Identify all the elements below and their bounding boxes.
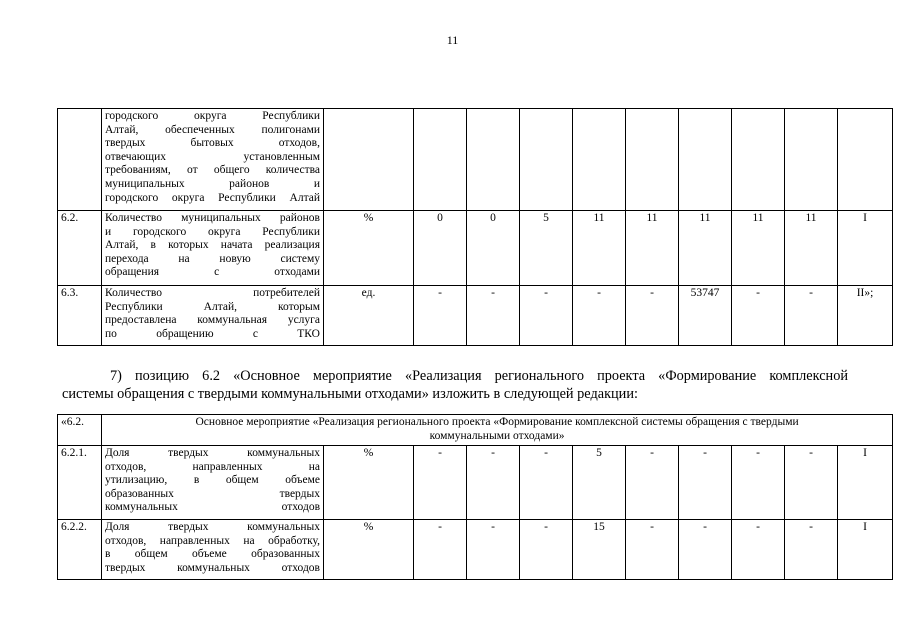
table-row <box>58 211 893 286</box>
amendment-paragraph <box>62 367 848 403</box>
row-unit: % <box>324 446 414 520</box>
row-number: 6.2. <box>58 211 102 286</box>
value-cell <box>838 109 893 211</box>
value-cell: 11 <box>573 211 626 286</box>
row-number <box>58 109 102 211</box>
row-description: Доля твердых коммунальных отходов, направленных на утилизацию, в общем объеме образованных твердых коммунальных отходов <box>102 446 324 520</box>
value-cell <box>520 109 573 211</box>
value-cell <box>626 109 679 211</box>
value-cell: I <box>838 520 893 580</box>
value-cell: 0 <box>467 211 520 286</box>
value-cell: - <box>626 286 679 346</box>
value-cell: 5 <box>520 211 573 286</box>
section-title: Основное мероприятие «Реализация регионального проекта «Формирование комплексной системы обращения с твердыми коммунальными отходами» <box>102 415 893 446</box>
value-cell: - <box>520 520 573 580</box>
row-number: 6.2.2. <box>58 520 102 580</box>
value-cell: 11 <box>626 211 679 286</box>
value-cell: - <box>520 446 573 520</box>
value-cell: - <box>467 520 520 580</box>
paragraph-line: системы обращения с твердыми коммунальными отходами» изложить в следующей редакции: <box>62 386 638 402</box>
indicators-table-1 <box>57 108 893 346</box>
value-cell <box>414 109 467 211</box>
row-unit: ед. <box>324 286 414 346</box>
value-cell: - <box>785 446 838 520</box>
value-cell: 53747 <box>679 286 732 346</box>
row-unit: % <box>324 211 414 286</box>
table-row <box>58 520 893 580</box>
row-number: «6.2. <box>58 415 102 446</box>
value-cell: - <box>732 286 785 346</box>
value-cell: - <box>414 286 467 346</box>
value-cell <box>467 109 520 211</box>
value-cell: - <box>679 520 732 580</box>
value-cell <box>679 109 732 211</box>
row-number: 6.3. <box>58 286 102 346</box>
indicators-table-2 <box>57 414 893 580</box>
row-description: городского округа Республики Алтай, обеспеченных полигонами твердых бытовых отходов, отвечающих установленным требованиям, от общего количества муниципальных районов и городского округа Республики Алтай <box>102 109 324 211</box>
table-row <box>58 446 893 520</box>
row-description: Количество потребителей Республики Алтай, которым предоставлена коммунальная услуга по обращению с ТКО <box>102 286 324 346</box>
value-cell: 0 <box>414 211 467 286</box>
value-cell: - <box>467 286 520 346</box>
value-cell: - <box>414 446 467 520</box>
value-cell: - <box>732 446 785 520</box>
value-cell: - <box>467 446 520 520</box>
row-description: Доля твердых коммунальных отходов, направленных на обработку, в общем объеме образованных твердых коммунальных отходов <box>102 520 324 580</box>
table-row <box>58 109 893 211</box>
table-row <box>58 286 893 346</box>
value-cell: 15 <box>573 520 626 580</box>
value-cell: - <box>626 520 679 580</box>
row-number: 6.2.1. <box>58 446 102 520</box>
row-description: Количество муниципальных районов и городского округа Республики Алтай, в которых начата реализация перехода на новую систему обращения с отходами <box>102 211 324 286</box>
value-cell: I <box>838 446 893 520</box>
value-cell: 11 <box>679 211 732 286</box>
value-cell: 11 <box>732 211 785 286</box>
row-unit: % <box>324 520 414 580</box>
value-cell: - <box>626 446 679 520</box>
value-cell: - <box>414 520 467 580</box>
page-number: 11 <box>446 33 459 47</box>
value-cell: - <box>573 286 626 346</box>
value-cell: II»; <box>838 286 893 346</box>
value-cell <box>732 109 785 211</box>
paragraph-line: 7) позицию 6.2 «Основное мероприятие «Реализация регионального проекта «Формирование комплексной <box>110 368 848 384</box>
value-cell: - <box>732 520 785 580</box>
value-cell: 5 <box>573 446 626 520</box>
value-cell: - <box>785 520 838 580</box>
value-cell: I <box>838 211 893 286</box>
value-cell <box>573 109 626 211</box>
value-cell: - <box>520 286 573 346</box>
row-unit <box>324 109 414 211</box>
value-cell: 11 <box>785 211 838 286</box>
value-cell: - <box>679 446 732 520</box>
value-cell <box>785 109 838 211</box>
table-header-row <box>58 415 893 446</box>
value-cell: - <box>785 286 838 346</box>
